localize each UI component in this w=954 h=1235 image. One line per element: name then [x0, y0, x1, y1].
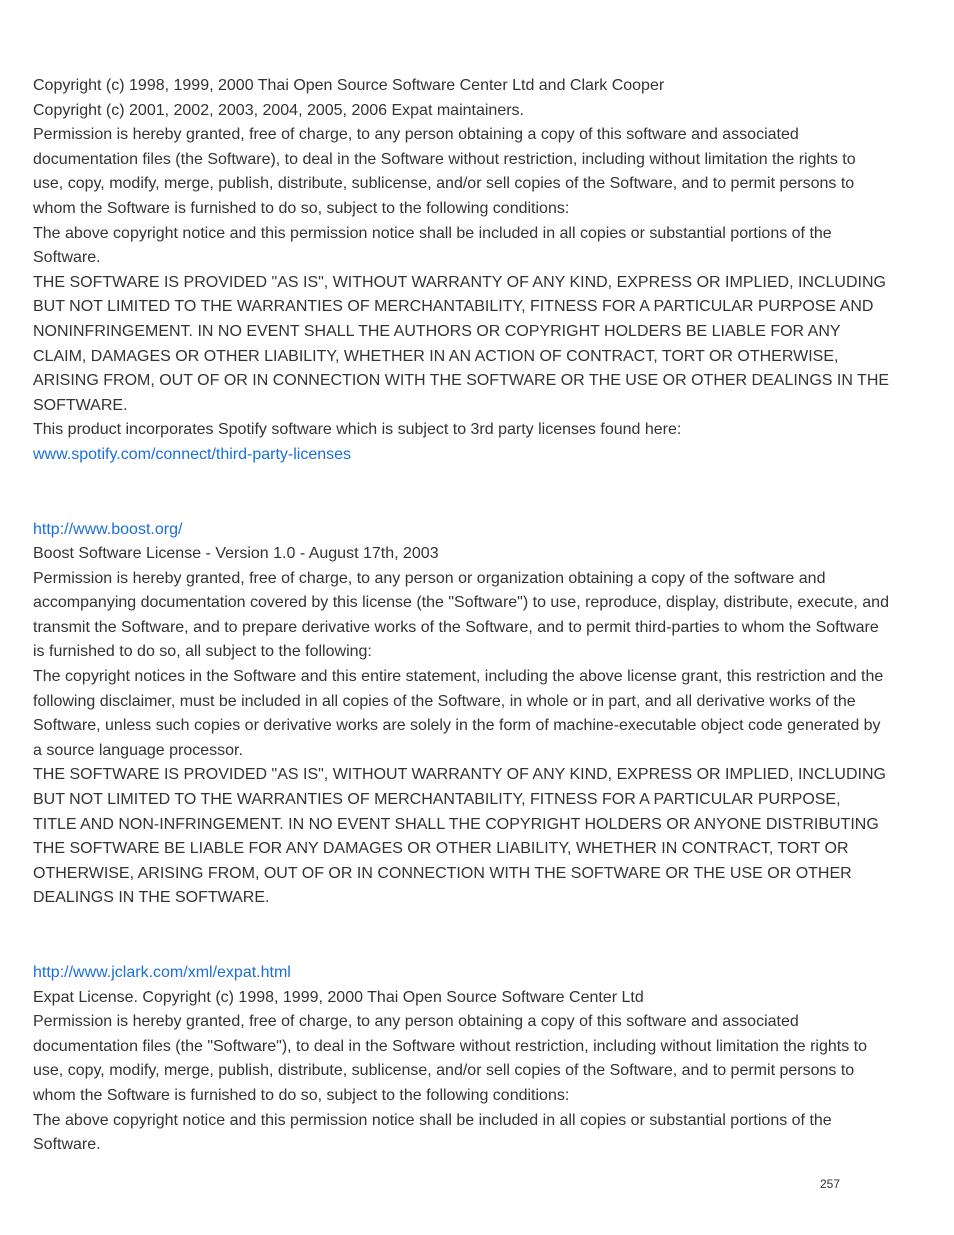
notice-line: following disclaimer, must be included in all copies of the Software, in whole or in part, and all derivative works of the	[33, 692, 856, 710]
warranty-line: BUT NOT LIMITED TO THE WARRANTIES OF MERCHANTABILITY, FITNESS FOR A PARTICULAR PURPOSE,	[33, 791, 841, 809]
warranty-line: NONINFRINGEMENT. IN NO EVENT SHALL THE AUTHORS OR COPYRIGHT HOLDERS BE LIABLE FOR ANY	[33, 322, 841, 340]
warranty-line: BUT NOT LIMITED TO THE WARRANTIES OF MERCHANTABILITY, FITNESS FOR A PARTICULAR PURPOSE AND	[33, 298, 874, 316]
spotify-link-line	[33, 443, 925, 468]
notice-line: The above copyright notice and this permission notice shall be included in all copies or substantial portions of the	[33, 1111, 832, 1129]
jclark-expat-license-section	[33, 961, 925, 1158]
permission-line: is furnished to do so, all subject to the following:	[33, 643, 372, 661]
permission-line: Permission is hereby granted, free of charge, to any person obtaining a copy of this software and associated	[33, 1013, 799, 1031]
copyright-line: Copyright (c) 1998, 1999, 2000 Thai Open Source Software Center Ltd and Clark Cooper	[33, 77, 665, 94]
notice-line: a source language processor.	[33, 741, 243, 759]
expat-license-section	[33, 74, 925, 468]
jclark-expat-link[interactable]: http://www.jclark.com/xml/expat.html	[33, 964, 291, 981]
section-spacer	[33, 911, 925, 961]
notice-line: Software.	[33, 249, 101, 267]
boost-license-section	[33, 518, 925, 912]
section-spacer	[33, 468, 925, 518]
permission-line: Permission is hereby granted, free of charge, to any person or organization obtaining a copy of the software and	[33, 569, 826, 587]
permission-line: whom the Software is furnished to do so, subject to the following conditions:	[33, 1086, 570, 1104]
permission-line: whom the Software is furnished to do so, subject to the following conditions:	[33, 199, 570, 217]
copyright-line: Copyright (c) 2001, 2002, 2003, 2004, 2005, 2006 Expat maintainers.	[33, 101, 524, 119]
warranty-line: THE SOFTWARE IS PROVIDED "AS IS", WITHOUT WARRANTY OF ANY KIND, EXPRESS OR IMPLIED, INCLUDING	[33, 766, 886, 784]
spotify-note: This product incorporates Spotify software which is subject to 3rd party licenses found here:	[33, 421, 682, 439]
notice-line: The copyright notices in the Software and this entire statement, including the above license grant, this restriction and the	[33, 668, 884, 686]
license-document	[33, 74, 925, 1158]
warranty-line: TITLE AND NON-INFRINGEMENT. IN NO EVENT SHALL THE COPYRIGHT HOLDERS OR ANYONE DISTRIBUTING	[33, 815, 879, 833]
notice-line: Software.	[33, 1136, 101, 1154]
warranty-line: DEALINGS IN THE SOFTWARE.	[33, 889, 270, 907]
permission-line: use, copy, modify, merge, publish, distribute, sublicense, and/or sell copies of the Software, and to permit persons to	[33, 1062, 855, 1080]
warranty-line: THE SOFTWARE IS PROVIDED "AS IS", WITHOUT WARRANTY OF ANY KIND, EXPRESS OR IMPLIED, INCLUDING	[33, 273, 886, 291]
jclark-link-line	[33, 961, 925, 986]
permission-line: use, copy, modify, merge, publish, distribute, sublicense, and/or sell copies of the Software, and to permit persons to	[33, 175, 855, 193]
permission-line: documentation files (the "Software"), to deal in the Software without restriction, including without limitation the rights to	[33, 1037, 867, 1055]
permission-line: Permission is hereby granted, free of charge, to any person obtaining a copy of this software and associated	[33, 126, 799, 144]
notice-line: Software, unless such copies or derivative works are solely in the form of machine-executable object code generated by	[33, 717, 881, 735]
boost-link[interactable]: http://www.boost.org/	[33, 520, 183, 538]
notice-line: The above copyright notice and this permission notice shall be included in all copies or substantial portions of the	[33, 224, 832, 242]
page-number: 257	[820, 1177, 841, 1191]
license-title: Expat License. Copyright (c) 1998, 1999, 2000 Thai Open Source Software Center Ltd	[33, 988, 644, 1006]
warranty-line: OTHERWISE, ARISING FROM, OUT OF OR IN CONNECTION WITH THE SOFTWARE OR THE USE OR OTHER	[33, 864, 852, 882]
warranty-line: SOFTWARE.	[33, 396, 128, 414]
boost-link-line	[33, 518, 925, 543]
permission-line: transmit the Software, and to prepare derivative works of the Software, and to permit third-parties to whom the Software	[33, 618, 879, 636]
warranty-line: THE SOFTWARE BE LIABLE FOR ANY DAMAGES OR OTHER LIABILITY, WHETHER IN CONTRACT, TORT OR	[33, 840, 849, 858]
warranty-line: CLAIM, DAMAGES OR OTHER LIABILITY, WHETHER IN AN ACTION OF CONTRACT, TORT OR OTHERWISE,	[33, 347, 839, 365]
permission-line: accompanying documentation covered by this license (the "Software") to use, reproduce, display, distribute, execute, and	[33, 594, 889, 612]
permission-line: documentation files (the Software), to deal in the Software without restriction, including without limitation the rights to	[33, 150, 856, 168]
spotify-licenses-link[interactable]: www.spotify.com/connect/third-party-licenses	[33, 445, 352, 463]
license-title: Boost Software License - Version 1.0 - August 17th, 2003	[33, 545, 439, 563]
warranty-line: ARISING FROM, OUT OF OR IN CONNECTION WITH THE SOFTWARE OR THE USE OR OTHER DEALINGS IN THE	[33, 372, 890, 390]
